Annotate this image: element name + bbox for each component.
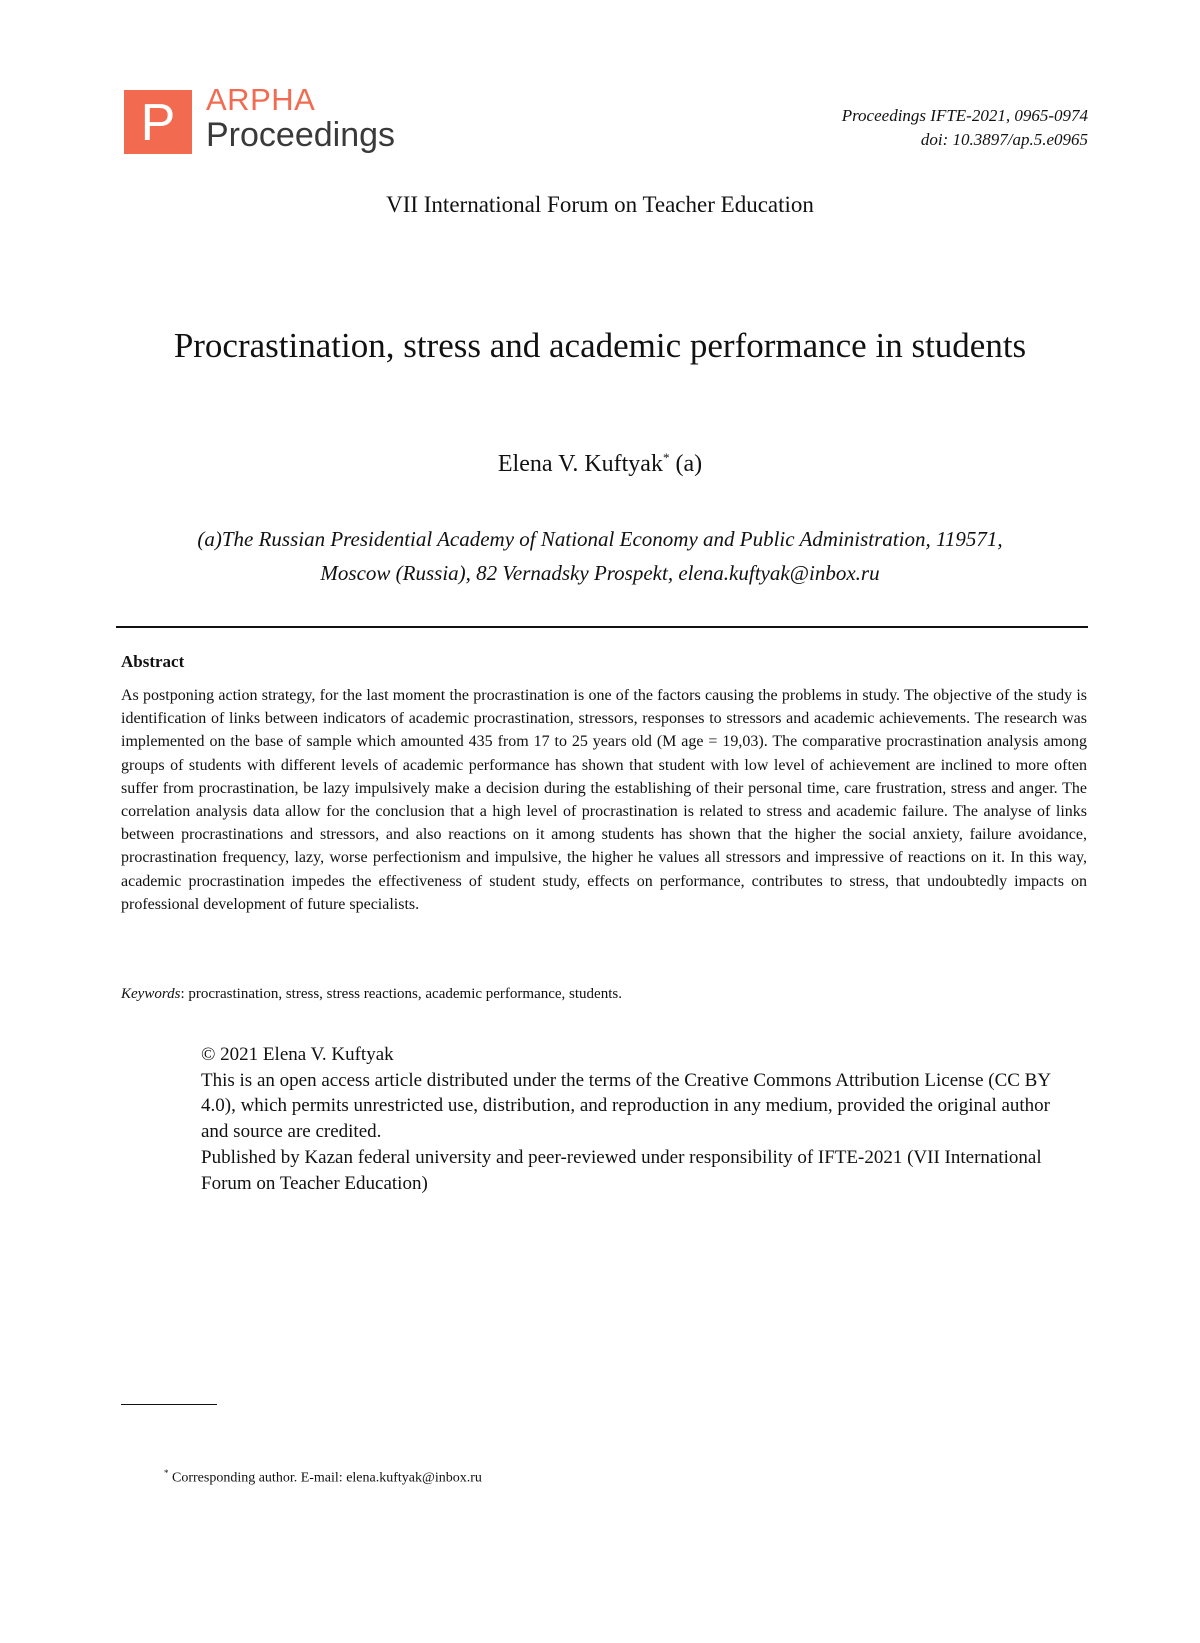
section-divider	[116, 626, 1088, 628]
author-affiliation-ref: (a)	[675, 451, 703, 477]
license-block	[201, 1042, 1081, 1196]
keywords-list: : procrastination, stress, stress reactions, academic performance, students.	[180, 986, 622, 1002]
license-terms: This is an open access article distributed under the terms of the Creative Commons Attribution License (CC BY 4.0), which permits unrestricted use, distribution, and reproduction in any medium, provided the original author and source are credited.	[201, 1069, 1051, 1143]
proceedings-reference: Proceedings IFTE-2021, 0965-0974	[841, 106, 1088, 125]
affiliation-line-1: (a)The Russian Presidential Academy of National Economy and Public Administration, 119571,	[197, 527, 1003, 551]
footnote-divider	[121, 1404, 217, 1405]
running-header	[842, 104, 1088, 152]
arpha-logo-mark-icon	[124, 90, 192, 154]
doi-reference: doi: 10.3897/ap.5.e0965	[920, 130, 1088, 149]
logo-mark-letter: P	[140, 94, 176, 152]
paper-title: Procrastination, stress and academic performance in students	[173, 326, 1027, 365]
publisher-statement: Published by Kazan federal university and peer-reviewed under responsibility of IFTE-2021 (VII International Forum on Teacher Education)	[201, 1146, 1042, 1194]
affiliation-line-2: Moscow (Russia), 82 Vernadsky Prospekt, elena.kuftyak@inbox.ru	[320, 561, 880, 585]
author-line	[0, 450, 1200, 478]
copyright-line: © 2021 Elena V. Kuftyak	[201, 1044, 394, 1065]
logo-word-arpha: ARPHA	[206, 82, 316, 117]
author-footnote-marker: *	[662, 450, 670, 465]
footnote	[164, 1468, 482, 1487]
logo-word-proceedings: Proceedings	[206, 116, 396, 154]
forum-name: VII International Forum on Teacher Education	[386, 192, 814, 217]
keywords-label: Keywords	[121, 986, 181, 1002]
arpha-proceedings-logo	[124, 82, 414, 160]
keywords	[121, 986, 1087, 1003]
abstract-body: As postponing action strategy, for the last moment the procrastination is one of the factors causing the problems in study. The objective of the study is identification of links between indicators of academic procrastination, stressors, responses to stressors and academic achievements. The research was implemented on the base of sample which amounted 435 from 17 to 25 years old (M age = 19,03). The comparative procrastination analysis among groups of students with different levels of academic performance has shown that student with low level of achievement are inclined to more often suffer from procrastination, be lazy impulsively make a decision during the establishing of their personal time, care frustration, stress and anger. The correlation analysis data allow for the conclusion that a high level of procrastination is related to stress and academic failure. The analyse of links between procrastinations and stressors, and also reactions on it among students has shown that the higher the social anxiety, failure avoidance, procrastination frequency, lazy, worse perfectionism and impulsive, the higher he values all stressors and impressive of reactions on it. In this way, academic procrastination impedes the effectiveness of student study, effects on performance, contributes to stress, that undoubtedly impacts on professional development of future specialists.	[121, 687, 1087, 913]
author-name: Elena V. Kuftyak	[497, 451, 663, 477]
footnote-marker: *	[164, 1468, 169, 1478]
abstract-heading: Abstract	[121, 652, 185, 671]
footnote-text: Corresponding author. E-mail: elena.kuftyak@inbox.ru	[168, 1470, 482, 1486]
affiliation	[100, 522, 1100, 590]
